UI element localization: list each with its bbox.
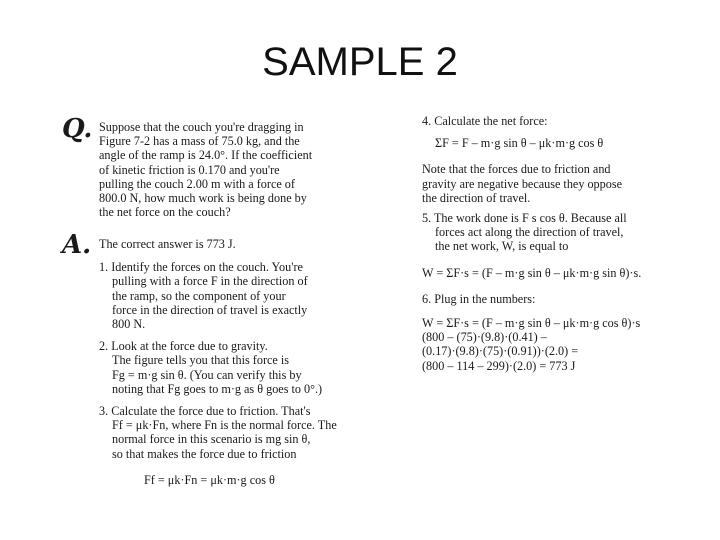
note-line: Note that the forces due to friction and (422, 162, 611, 177)
question-line: angle of the ramp is 24.0°. If the coefficient (99, 148, 313, 163)
work-equation: W = ΣF·s = (F – m·g sin θ – μk·m·g sin θ)·s. (422, 265, 642, 280)
answer-intro: The correct answer is 773 J. (99, 237, 236, 251)
note-line: the direction of travel. (422, 190, 531, 205)
step-3-line: Ff = μk·Fn, where Fn is the normal force. The (112, 418, 337, 433)
left-column (62, 108, 362, 508)
step-2-line: 2. Look at the force due to gravity. (99, 339, 268, 354)
right-column (412, 108, 677, 408)
plug-line: (800 – 114 – 299)·(2.0) = 773 J (422, 358, 576, 373)
net-force-equation: ΣF = F – m·g sin θ – μk·m·g cos θ (435, 136, 604, 151)
question-line: Figure 7-2 has a mass of 75.0 kg, and the (99, 134, 300, 149)
step-3-line: 3. Calculate the force due to friction. That's (99, 404, 311, 419)
step-3-line: so that makes the force due to friction (112, 446, 297, 461)
answer-text (99, 237, 337, 487)
plug-line: (800 – (75)·(9.8)·(0.41) – (422, 330, 547, 345)
right-text (422, 114, 641, 373)
step-6-heading: 6. Plug in the numbers: (422, 291, 536, 306)
slide-title: SAMPLE 2 (262, 40, 458, 84)
plug-line: W = ΣF·s = (F – m·g sin θ – μk·m·g cos θ)·s (422, 316, 641, 331)
question-line: the net force on the couch? (99, 205, 231, 220)
step-5-line: the net work, W, is equal to (435, 239, 569, 254)
note-line: gravity are negative because they oppose (422, 176, 622, 191)
question-line: Suppose that the couch you're dragging in (99, 120, 304, 134)
step-1-line: 800 N. (112, 317, 146, 332)
step-2-line: Fg = m·g sin θ. (You can verify this by (112, 367, 302, 382)
step-4-heading: 4. Calculate the net force: (422, 114, 548, 128)
step-2-line: The figure tells you that this force is (112, 353, 290, 368)
plug-line: (0.17)·(9.8)·(75)·(0.91))·(2.0) = (422, 344, 579, 359)
friction-equation: Ff = μk·Fn = μk·m·g cos θ (144, 472, 275, 487)
step-3-line: normal force in this scenario is mg sin θ, (112, 432, 311, 447)
step-1-line: force in the direction of travel is exactly (112, 302, 308, 317)
step-1-line: 1. Identify the forces on the couch. You're (99, 260, 303, 275)
step-5-line: forces act along the direction of travel, (435, 225, 624, 240)
question-marker: Q. (62, 114, 93, 144)
answer-marker: A. (62, 230, 92, 260)
step-1-line: the ramp, so the component of your (112, 288, 286, 303)
question-line: pulling the couch 2.00 m with a force of (99, 176, 295, 191)
question-text (99, 120, 312, 219)
step-5-line: 5. The work done is F s cos θ. Because all (422, 211, 627, 226)
question-line: of kinetic friction is 0.170 and you're (99, 162, 280, 177)
question-line: 800.0 N, how much work is being done by (99, 191, 307, 206)
step-2-line: noting that Fg goes to m·g as θ goes to 0°.) (112, 381, 323, 396)
step-1-line: pulling with a force F in the direction of (112, 274, 308, 289)
